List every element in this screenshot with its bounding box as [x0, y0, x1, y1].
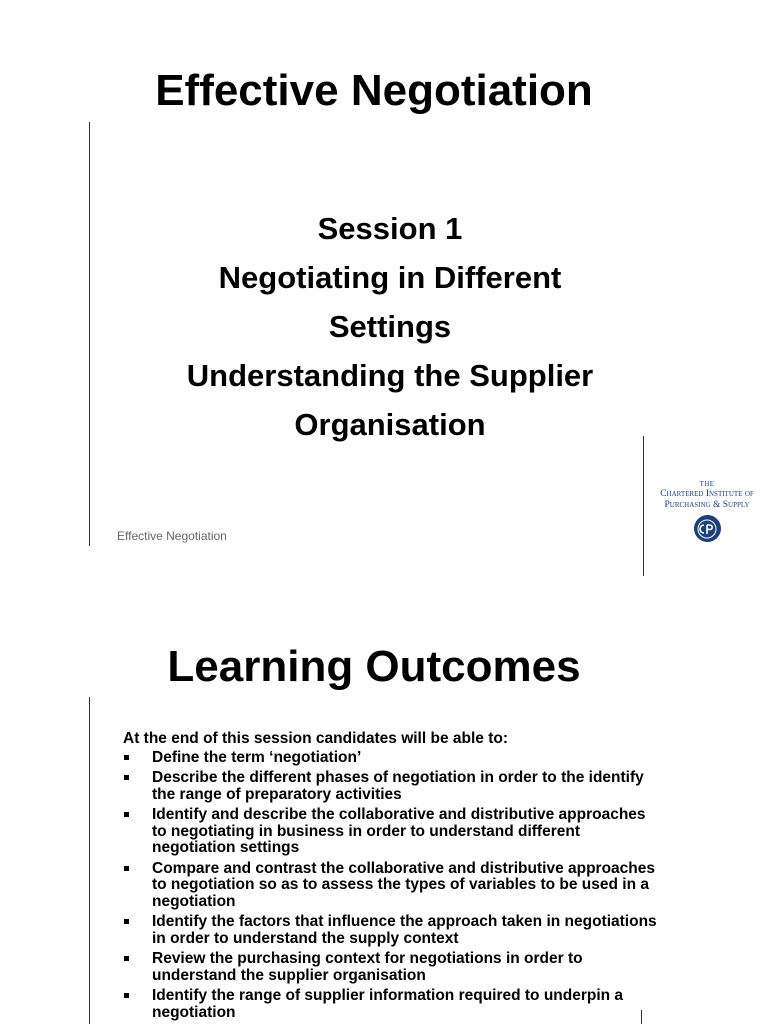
list-item-text: Describe the different phases of negotiation in order to the identify the range of preparatory activities	[152, 769, 644, 803]
slide-2-title: Learning Outcomes	[167, 642, 581, 691]
slide-footer: Effective Negotiation	[117, 529, 227, 543]
slide-learning-outcomes	[0, 580, 768, 1024]
intro-text: At the end of this session candidates will be able to:	[123, 730, 508, 747]
list-item-text: Identify and describe the collaborative and distributive approaches to negotiating in business in order to understand different negotiation settings	[152, 806, 646, 856]
list-item	[123, 807, 663, 857]
subtitle-line: Organisation	[294, 407, 486, 442]
list-item	[123, 988, 663, 1021]
square-bullet-icon	[124, 775, 129, 780]
list-item	[123, 861, 663, 911]
list-item-text: Identify the range of supplier information required to underpin a negotiation	[152, 987, 624, 1021]
logo-line: THE	[699, 480, 715, 488]
square-bullet-icon	[124, 956, 129, 961]
cips-logo	[652, 480, 762, 542]
subtitle-line: Settings	[328, 309, 452, 344]
outcomes-list	[123, 750, 663, 1022]
logo-line: Purchasing & Supply	[664, 500, 750, 510]
list-item	[123, 750, 663, 767]
list-item-text: Compare and contrast the collaborative and distributive approaches to negotiation so as to assess the types of variables to be used in a negotiation	[152, 859, 656, 910]
subtitle-line: Negotiating in Different	[218, 260, 562, 295]
right-rule	[641, 1010, 642, 1024]
subtitle-line: Understanding the Supplier	[186, 358, 594, 393]
logo-line: Chartered Institute of	[660, 489, 754, 499]
learning-outcomes-content	[123, 731, 663, 1025]
square-bullet-icon	[124, 993, 129, 998]
list-item-text: Identify the factors that influence the approach taken in negotiations in order to understand the supply context	[152, 913, 657, 947]
list-item	[123, 951, 663, 984]
subtitle-line: Session 1	[317, 211, 463, 246]
list-item-text: Review the purchasing context for negotiations in order to understand the supplier organisation	[152, 950, 583, 984]
session-subtitle	[150, 204, 630, 449]
right-rule	[643, 436, 644, 576]
list-item-text: Define the term ‘negotiation’	[152, 748, 362, 766]
left-rule	[89, 122, 90, 546]
cips-emblem-icon	[694, 515, 721, 542]
left-rule	[89, 697, 90, 1024]
square-bullet-icon	[124, 755, 129, 760]
square-bullet-icon	[124, 919, 129, 924]
square-bullet-icon	[124, 812, 129, 817]
slide-1-title: Effective Negotiation	[155, 66, 593, 115]
list-item	[123, 770, 663, 803]
list-item	[123, 914, 663, 947]
square-bullet-icon	[124, 866, 129, 871]
